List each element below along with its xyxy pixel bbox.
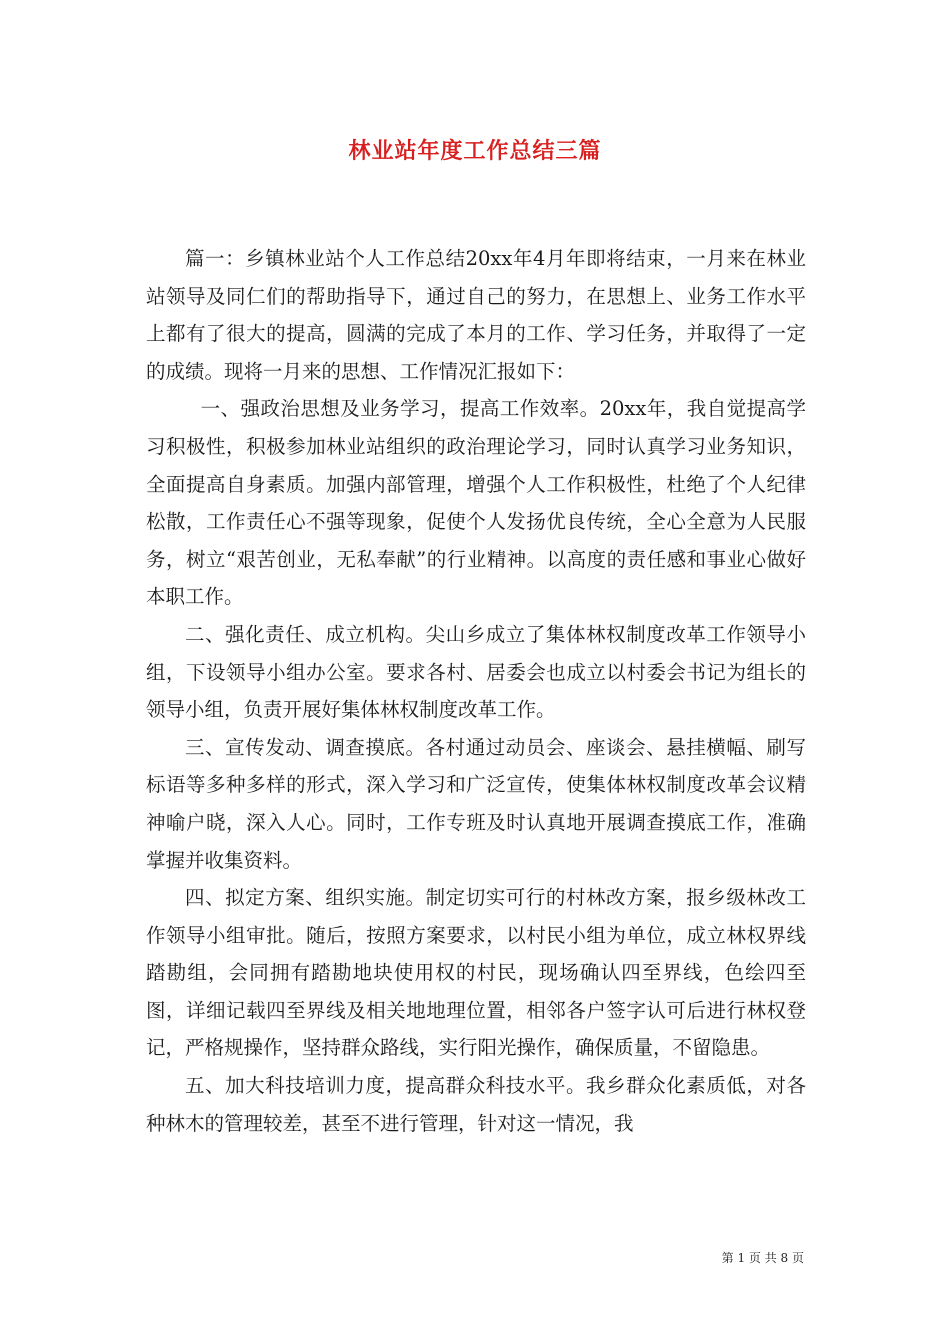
paragraph-section-2: 二、强化责任、成立机构。尖山乡成立了集体林权制度改革工作领导小组，下设领导小组办公室。要求各村、居委会也成立以村委会书记为组长的领导小组，负责开展好集体林权制度改革工作。 xyxy=(146,622,806,722)
paragraph-section-4: 四、拟定方案、组织实施。制定切实可行的村林改方案，报乡级林改工作领导小组审批。随后，按照方案要求，以村民小组为单位，成立林权界线踏勘组，会同拥有踏勘地块使用权的村民，现场确认四至界线，色绘四至图，详细记载四至界线及相关地地理位置，相邻各户签字认可后进行林权登记，严格规操作，坚持群众路线，实行阳光操作，确保质量，不留隐患。 xyxy=(146,886,806,1060)
paragraph-section-3: 三、宣传发动、调查摸底。各村通过动员会、座谈会、悬挂横幅、刷写标语等多种多样的形式，深入学习和广泛宣传，使集体林权制度改革会议精神喻户晓，深入人心。同时，工作专班及时认真地开展调查摸底工作，准确掌握并收集资料。 xyxy=(146,735,806,872)
paragraph-section-5: 五、加大科技培训力度，提高群众科技水平。我乡群众化素质低，对各种林木的管理较差，甚至不进行管理，针对这一情况，我 xyxy=(146,1074,806,1135)
document-body xyxy=(146,240,806,1142)
paragraph-intro: 篇一：乡镇林业站个人工作总结20xx年4月年即将结束，一月来在林业站领导及同仁们的帮助指导下，通过自己的努力，在思想上、业务工作水平上都有了很大的提高，圆满的完成了本月的工作、学习任务，并取得了一定的成绩。现将一月来的思想、工作情况汇报如下： xyxy=(146,247,806,383)
document-title: 林业站年度工作总结三篇 xyxy=(348,138,602,164)
page-number: 第 1 页 共 8 页 xyxy=(721,1251,804,1265)
paragraph-section-1: 一、强政治思想及业务学习，提高工作效率。20xx年，我自觉提高学习积极性，积极参加林业站组织的政治理论学习，同时认真学习业务知识，全面提高自身素质。加强内部管理，增强个人工作积极性，杜绝了个人纪律松散，工作责任心不强等现象，促使个人发扬优良传统，全心全意为人民服务，树立“艰苦创业，无私奉献”的行业精神。以高度的责任感和事业心做好本职工作。 xyxy=(146,397,806,609)
